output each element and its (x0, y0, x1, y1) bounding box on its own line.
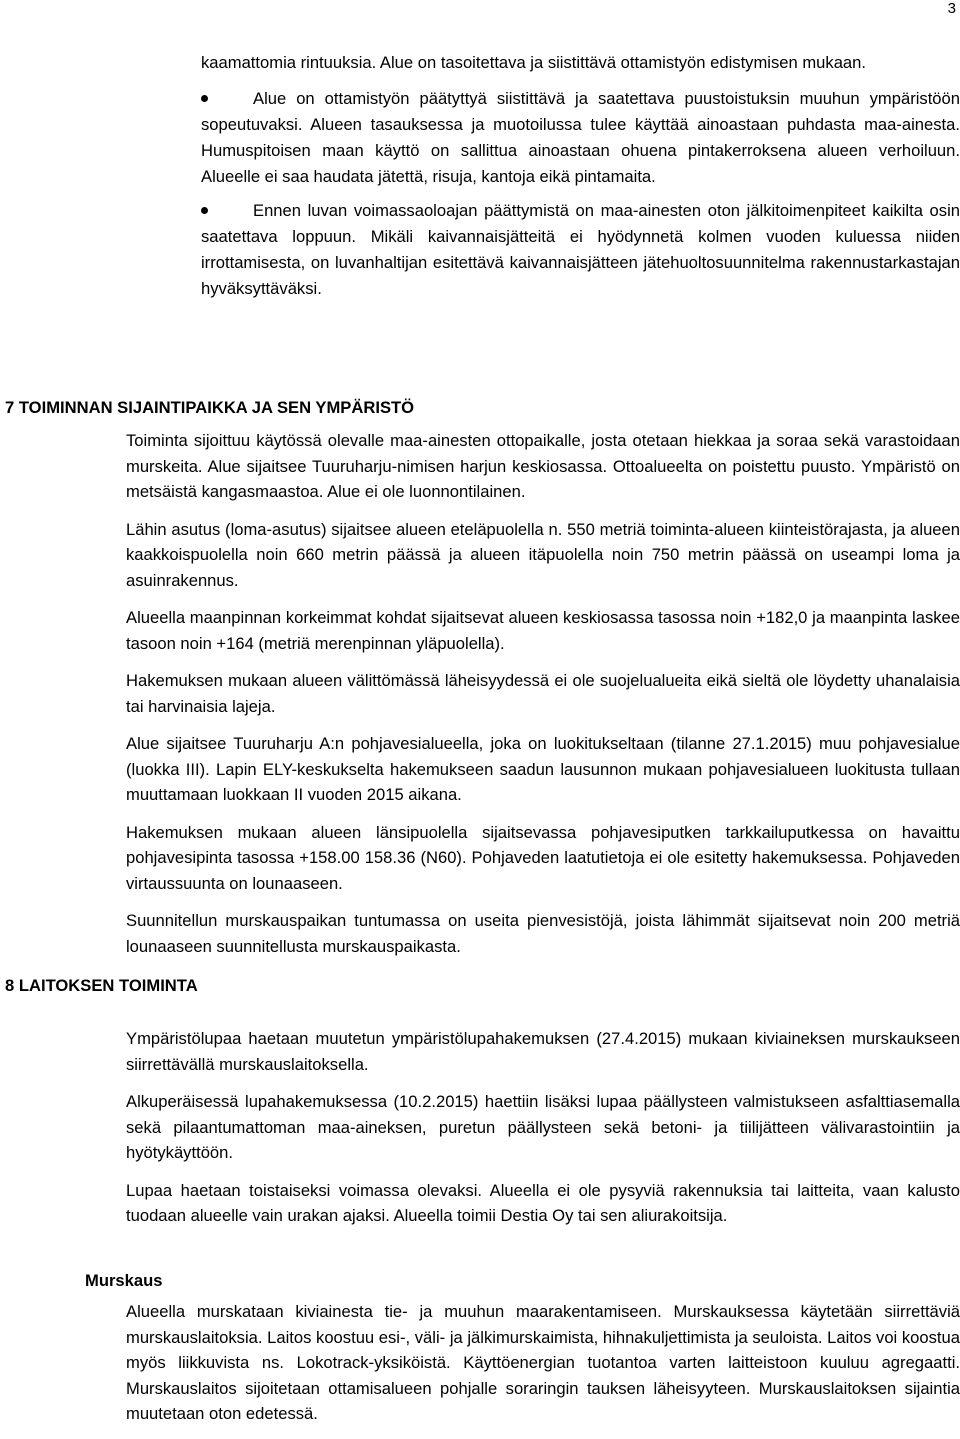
page-number: 3 (947, 0, 956, 17)
murskaus-body (126, 1299, 960, 1439)
paragraph: Lupaa haetaan toistaiseksi voimassa olevaksi. Alueella ei ole pysyviä rakennuksia tai laitteita, vaan kalusto tuodaan alueelle vain urakan ajaksi. Alueella toimii Destia Oy tai sen aliurakoitsija. (126, 1180, 960, 1225)
continuation-text: kaamattomia rintuuksia. Alue on tasoitettava ja siistittävä ottamistyön edistymisen mukaan. (201, 53, 866, 72)
section-7-heading: 7 TOIMINNAN SIJAINTIPAIKKA JA SEN YMPÄRISTÖ (5, 398, 415, 417)
list-item (201, 198, 960, 302)
paragraph: Lähin asutus (loma-asutus) sijaitsee alueen eteläpuolella n. 550 metriä toiminta-alueen kiinteistörajasta, ja alueen kaakkoispuolella noin 660 metrin päässä ja alueen itäpuolella noin 750 metrin päässä on useampi loma ja asuinrakennus. (126, 519, 960, 590)
paragraph: Alkuperäisessä lupahakemuksessa (10.2.2015) haettiin lisäksi lupaa päällysteen valmistukseen asfalttiasemalla sekä pilaantumattoman maa-aineksen, puretun päällysteen sekä betoni- ja tiilijätteen välivarastointiin ja hyötykäyttöön. (126, 1092, 960, 1162)
list-item-text: Alue on ottamistyön päätyttyä siistittävä ja saatettava puustoistuksin muuhun ympäristöön sopeutuvaksi. Alueen tasauksessa ja muotoilussa tulee käyttää ainoastaan puhdasta maa-ainesta. Humuspitoisen maan käyttö on sallittua ainoastaan ohuena pintakerroksena alueen verhoiluun. Alueelle ei saa haudata jätettä, risuja, kantoja eikä pintamaita. (201, 89, 960, 186)
section-7-body (126, 428, 960, 971)
paragraph: Hakemuksen mukaan alueen länsipuolella sijaitsevassa pohjavesiputken tarkkailuputkessa on havaittu pohjavesipinta tasossa +158.00 158.36 (N60). Pohjaveden laatutietoja ei ole esitetty hakemuksessa. Pohjaveden virtaussuunta on lounaaseen. (126, 822, 960, 893)
paragraph: Hakemuksen mukaan alueen välittömässä läheisyydessä ei ole suojelualueita eikä sieltä ole löydetty uhanalaisia tai harvinaisia lajeja. (126, 671, 960, 716)
paragraph: Suunnitellun murskauspaikan tuntumassa on useita pienvesistöjä, joista lähimmät sijaitsevat noin 200 metriä lounaaseen suunnitellusta murskauspaikasta. (126, 911, 960, 956)
paragraph: Ympäristölupaa haetaan muutetun ympäristölupahakemuksen (27.4.2015) mukaan kiviaineksen murskaukseen siirrettävällä murskauslaitoksella. (126, 1029, 960, 1074)
paragraph: Alue sijaitsee Tuuruharju A:n pohjavesialueella, joka on luokitukseltaan (tilanne 27.1.2015) muu pohjavesialue (luokka III). Lapin ELY-keskukselta hakemukseen saadun lausunnon mukaan pohjavesialueen luokitusta tullaan muuttamaan luokkaan II vuoden 2015 aikana. (126, 734, 960, 804)
section-8-body (126, 1026, 960, 1241)
list-item-text: Ennen luvan voimassaoloajan päättymistä on maa-ainesten oton jälkitoimenpiteet kaikilta osin saatettava loppuun. Mikäli kaivannaisjätteitä ei hyödynnetä kolmen vuoden kuluessa niiden irrottamisesta, on luvanhaltijan esitettävä kaivannaisjätteen jätehuoltosuunnitelma rakennustarkastajan hyväksyttäväksi. (201, 201, 960, 298)
murskaus-heading: Murskaus (85, 1271, 163, 1290)
list-item (201, 86, 960, 190)
paragraph: Alueella maanpinnan korkeimmat kohdat sijaitsevat alueen keskiosassa tasossa noin +182,0 ja maanpinta laskee tasoon noin +164 (metriä merenpinnan yläpuolella). (126, 608, 960, 653)
bullet-icon (201, 207, 208, 214)
continued-list (201, 50, 960, 310)
section-8-heading: 8 LAITOKSEN TOIMINTA (5, 976, 198, 995)
paragraph: Alueella murskataan kiviainesta tie- ja muuhun maarakentamiseen. Murskauksessa käytetään siirrettäviä murskauslaitoksia. Laitos koostuu esi-, väli- ja jälkimurskaimista, hihnakuljettimista ja seuloista. Laitos voi koostua myös liikkuvista ns. Lokotrack-yksiköistä. Käyttöenergian tuotantoa varten laitteistoon kuuluu agregaatti. Murskauslaitos sijoitetaan ottamisalueen pohjalle soraringin tauksen läheisyyteen. Murskauslaitoksen sijaintia muutetaan oton edetessä. (126, 1302, 960, 1423)
paragraph: Toiminta sijoittuu käytössä olevalle maa-ainesten ottopaikalle, josta otetaan hiekkaa ja soraa sekä varastoidaan murskeita. Alue sijaitsee Tuuruharju-nimisen harjun keskiosassa. Ottoalueelta on poistettu puusto. Ympäristö on metsäistä kangasmaastoa. Alue ei ole luonnontilainen. (126, 431, 960, 501)
bullet-icon (201, 95, 208, 102)
